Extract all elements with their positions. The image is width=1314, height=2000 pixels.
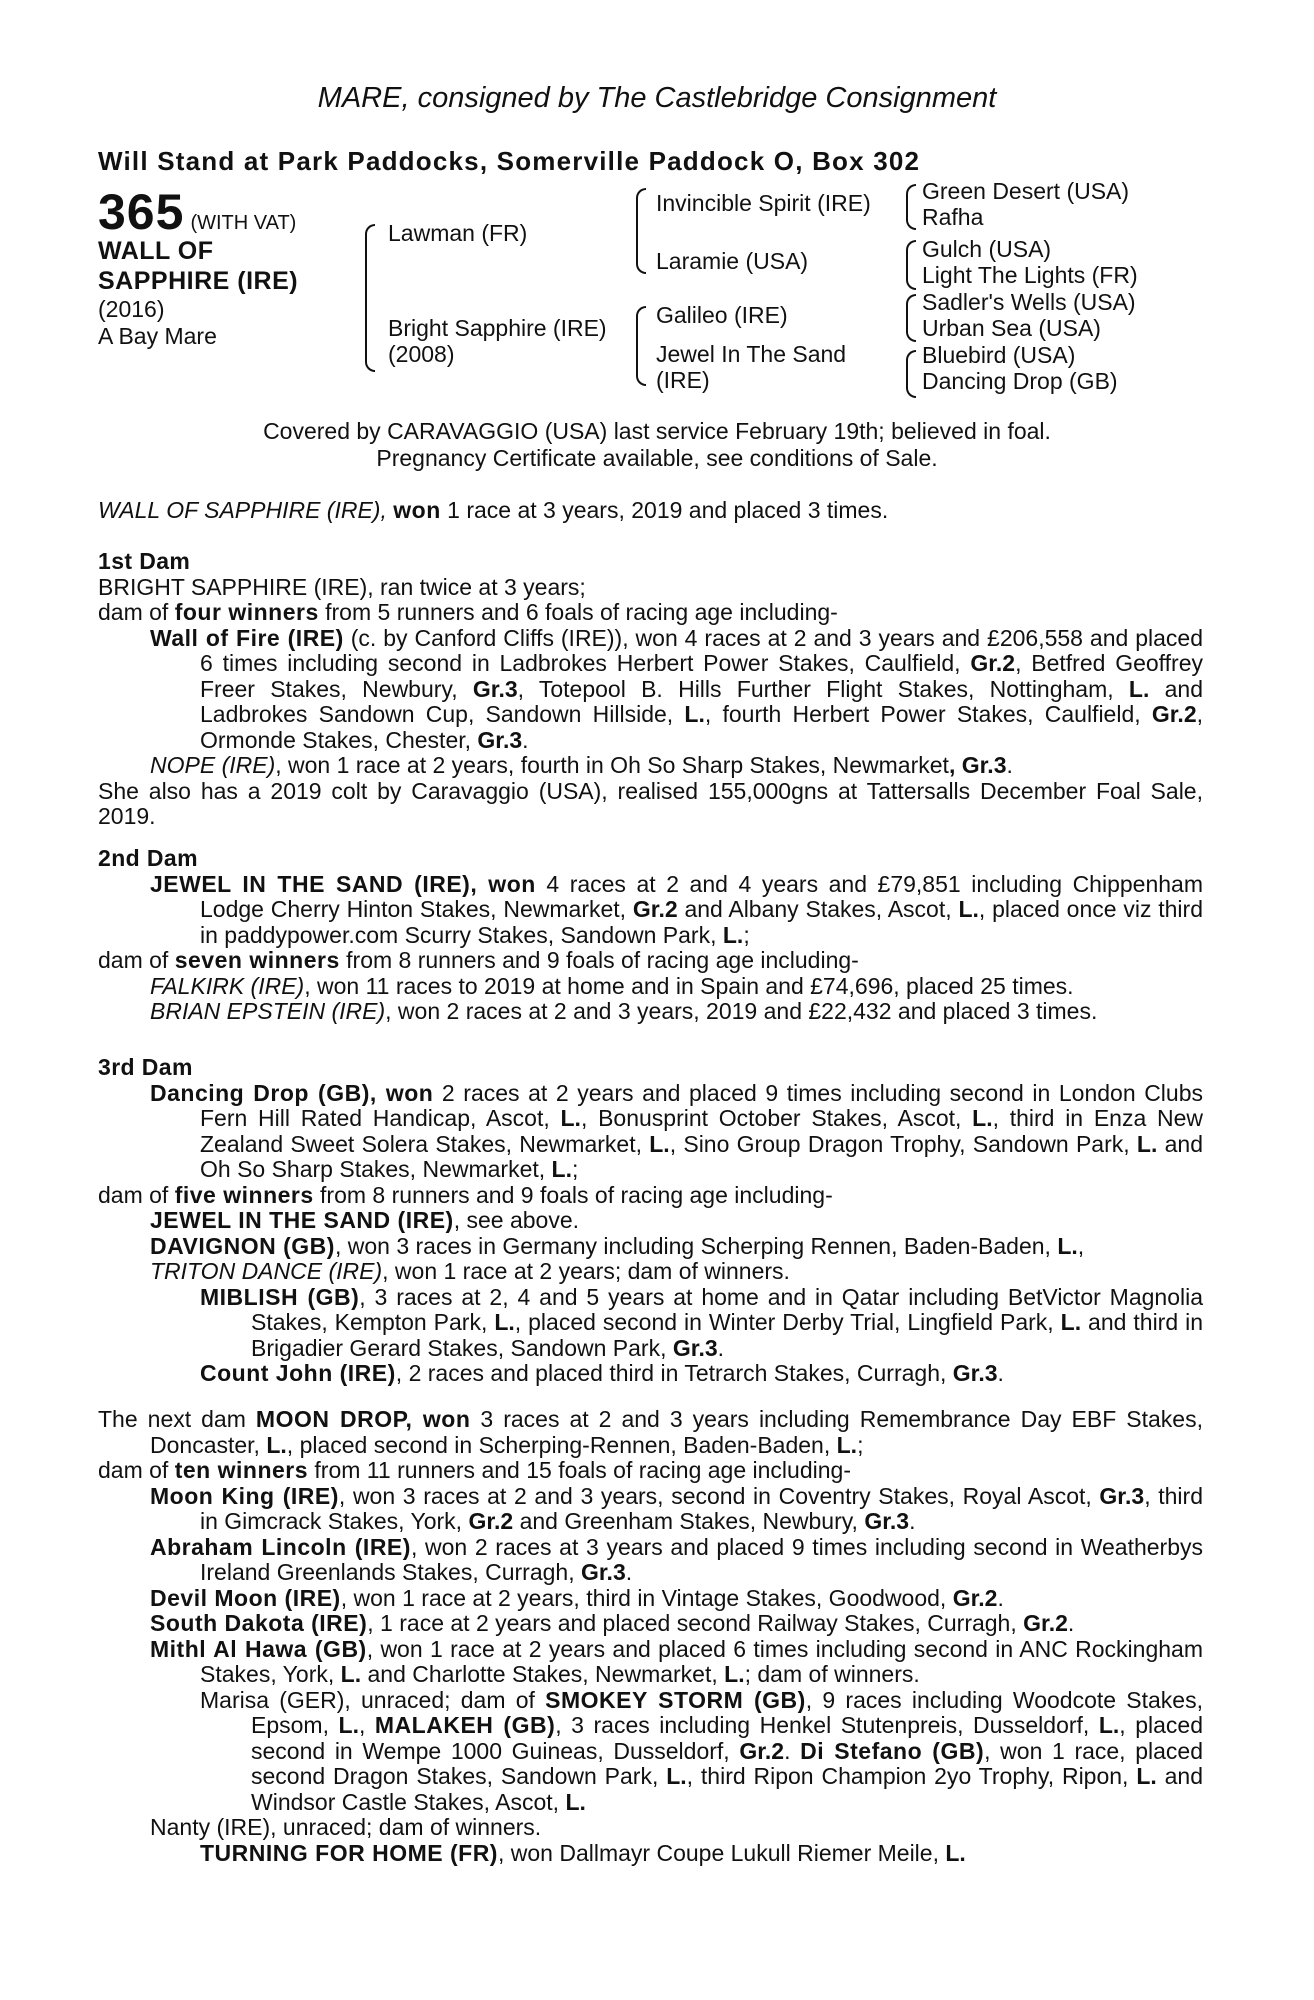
dam-dam-country: (IRE) (656, 367, 710, 393)
produce-entry: Mithl Al Hawa (GB), won 1 race at 2 years and placed 6 times including second in ANC Rockingham Stakes, York, L. and Charlotte Stakes, Newmarket, L.; dam of winners. (150, 1635, 1203, 1687)
dam-line-brace (636, 306, 646, 386)
second-dam-section (98, 846, 1203, 1025)
vat-note: (WITH VAT) (190, 212, 297, 234)
sire-sire: Invincible Spirit (IRE) (656, 190, 871, 216)
next-dam-section (98, 1407, 1203, 1866)
pregnancy-note: Pregnancy Certificate available, see conditions of Sale. (376, 445, 938, 471)
sire-dam-sire: Gulch (USA) (922, 236, 1052, 262)
produce-entry: Moon King (IRE), won 3 races at 2 and 3 years, second in Coventry Stakes, Royal Ascot, Gr.3, third in Gimcrack Stakes, York, Gr.2 and Greenham Stakes, Newbury, Gr.3. (150, 1482, 1203, 1534)
dam-of-line: dam of seven winners from 8 runners and 9 foals of racing age including- (98, 947, 859, 973)
ds-brace (906, 294, 916, 342)
section-heading: 1st Dam (98, 548, 191, 574)
produce-entry: BRIAN EPSTEIN (IRE), won 2 races at 2 and 3 years, 2019 and £22,432 and placed 3 times. (150, 998, 1098, 1024)
sire-sire-sire: Green Desert (USA) (922, 178, 1130, 204)
sire-dam: Laramie (USA) (656, 248, 809, 274)
dam-of-line: dam of ten winners from 11 runners and 15 foals of racing age including- (98, 1457, 851, 1483)
dam-record: The next dam MOON DROP, won 3 races at 2 and 3 years including Remembrance Day EBF Stakes, Doncaster, L., placed second in Scherping-Rennen, Baden-Baden, L.; (98, 1406, 1203, 1458)
produce-entry: Nanty (IRE), unraced; dam of winners. (150, 1814, 542, 1840)
dam-sire: Galileo (IRE) (656, 302, 788, 328)
produce-entry: FALKIRK (IRE), won 11 races to 2019 at home and in Spain and £74,696, placed 25 times. (150, 972, 1074, 999)
dam-record: Dancing Drop (GB), won 2 races at 2 years and placed 9 times including second in London Clubs Fern Hill Rated Handicap, Ascot, L., Bonusprint October Stakes, Ascot, L., third in Enza New Zealand Sweet Solera Stakes, Newmarket, L., Sino Group Dragon Trophy, Sandown Park, L. and Oh So Sharp Stakes, Newmarket, L.; (150, 1079, 1204, 1182)
horse-description: A Bay Mare (98, 323, 217, 349)
ss-brace (906, 184, 916, 230)
grandproduce-entry: Marisa (GER), unraced; dam of SMOKEY STORM (GB), 9 races including Woodcote Stakes, Epsom, L., MALAKEH (GB), 3 races including Henkel Stutenpreis, Dusseldorf, L., placed second in Wempe 1000 Guineas, Dusseldorf, Gr.2. Di Stefano (GB), won 1 race, placed second Dragon Stakes, Sandown Park, L., third Ripon Champion 2yo Trophy, Ripon, L. and Windsor Castle Stakes, Ascot, L. (200, 1686, 1204, 1815)
produce-entry: JEWEL IN THE SAND (IRE), see above. (150, 1207, 580, 1233)
summary-horse: WALL OF SAPPHIRE (IRE), (98, 497, 387, 523)
sd-brace (906, 240, 916, 290)
dam-sire-dam: Urban Sea (USA) (922, 315, 1101, 341)
dam-of-line: dam of five winners from 8 runners and 9 foals of racing age including- (98, 1181, 833, 1208)
produce-entry: Abraham Lincoln (IRE), won 2 races at 3 years and placed 9 times including second in Weatherbys Ireland Greenlands Stakes, Curragh, Gr.3. (150, 1533, 1203, 1585)
produce-entry: Wall of Fire (IRE) (c. by Canford Cliffs (IRE)), won 4 races at 2 and 3 years and £206,558 and placed 6 times including second in Ladbrokes Herbert Power Stakes, Caulfield, Gr.2, Betfred Geoffrey Freer Stakes, Newbury, Gr.3, Totepool B. Hills Further Flight Stakes, Nottingham, L. and Ladbrokes Sandown Cup, Sandown Hillside, L., fourth Herbert Power Stakes, Caulfield, Gr.2, Ormonde Stakes, Chester, Gr.3. (150, 624, 1204, 753)
dam-intro: BRIGHT SAPPHIRE (IRE), ran twice at 3 years; (98, 573, 586, 600)
dam-record: JEWEL IN THE SAND (IRE), won 4 races at 2 and 4 years and £79,851 including Chippenham Lodge Cherry Hinton Stakes, Newmarket, Gr.2 and Albany Stakes, Ascot, L., placed once viz third in paddypower.com Scurry Stakes, Sandown Park, L.; (150, 870, 1203, 948)
dd-brace (906, 350, 916, 398)
sire-dam-brace (365, 224, 375, 372)
dam-dam-sire: Bluebird (USA) (922, 342, 1076, 368)
grandproduce-entry: MIBLISH (GB), 3 races at 2, 4 and 5 years at home and in Qatar including BetVictor Magnolia Stakes, Kempton Park, L., placed second in Winter Derby Trial, Lingfield Park, L. and third in Brigadier Gerard Stakes, Sandown Park, Gr.3. (200, 1283, 1204, 1361)
sire: Lawman (FR) (388, 220, 528, 246)
lot-number-block (98, 183, 296, 241)
dam-year: (2008) (388, 341, 455, 367)
grandproduce-entry: Count John (IRE), 2 races and placed third in Tetrarch Stakes, Curragh, Gr.3. (200, 1360, 1004, 1386)
sire-sire-dam: Rafha (922, 204, 984, 230)
sire-dam-dam: Light The Lights (FR) (922, 262, 1138, 288)
sire-line-brace (636, 188, 646, 274)
dam-dam: Jewel In The Sand (656, 341, 847, 367)
foaling-year: (2016) (98, 296, 165, 322)
lot-number: 365 (98, 184, 185, 240)
race-summary: WALL OF SAPPHIRE (IRE), won 1 race at 3 years, 2019 and placed 3 times. (98, 497, 889, 523)
horse-name-line1: WALL OF (98, 237, 214, 265)
produce-entry: DAVIGNON (GB), won 3 races in Germany including Scherping Rennen, Baden-Baden, L., (150, 1232, 1085, 1259)
consignor-header: MARE, consigned by The Castlebridge Consignment (317, 82, 997, 114)
also-note: She also has a 2019 colt by Caravaggio (USA), realised 155,000gns at Tattersalls December Foal Sale, 2019. (98, 777, 1203, 829)
grandproduce-entry: TURNING FOR HOME (FR), won Dallmayr Coupe Lukull Riemer Meile, L. (200, 1839, 966, 1866)
dam-sire-sire: Sadler's Wells (USA) (922, 289, 1136, 315)
covered-note: Covered by CARAVAGGIO (USA) last service February 19th; believed in foal. (263, 418, 1051, 444)
first-dam-section (98, 549, 1203, 830)
produce-entry: NOPE (IRE), won 1 race at 2 years, fourth in Oh So Sharp Stakes, Newmarket, Gr.3. (150, 752, 1013, 778)
produce-entry: Devil Moon (IRE), won 1 race at 2 years, third in Vintage Stakes, Goodwood, Gr.2. (150, 1584, 1004, 1611)
section-heading: 2nd Dam (98, 845, 198, 871)
horse-name (98, 236, 358, 296)
section-heading: 3rd Dam (98, 1054, 193, 1080)
dam: Bright Sapphire (IRE) (388, 315, 607, 341)
dam-of-line: dam of four winners from 5 runners and 6 foals of racing age including- (98, 599, 838, 625)
produce-entry: TRITON DANCE (IRE), won 1 race at 2 years; dam of winners. (150, 1258, 790, 1284)
horse-name-line2: SAPPHIRE (IRE) (98, 267, 299, 295)
third-dam-section (98, 1055, 1203, 1387)
produce-entry: South Dakota (IRE), 1 race at 2 years and placed second Railway Stakes, Curragh, Gr.2. (150, 1610, 1075, 1636)
dam-dam-dam: Dancing Drop (GB) (922, 368, 1118, 394)
standing-location: Will Stand at Park Paddocks, Somerville Paddock O, Box 302 (98, 146, 921, 176)
